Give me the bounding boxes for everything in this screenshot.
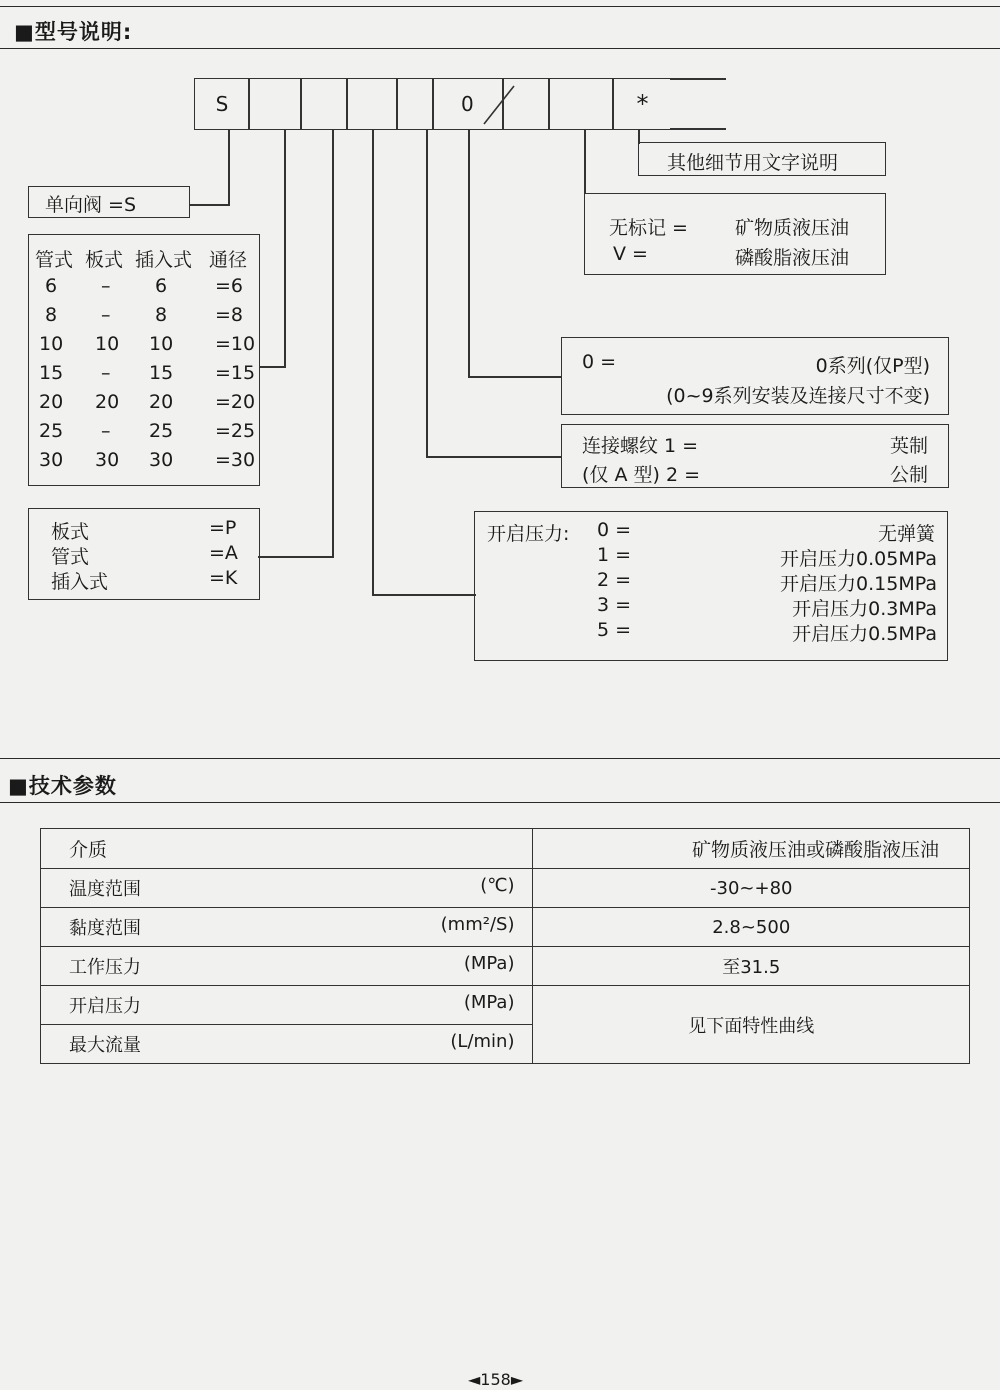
seal-none-value: 矿物质液压油 — [735, 217, 850, 239]
spec-label: 黏度范围 — [69, 918, 141, 939]
size-cell: =25 — [215, 420, 256, 442]
code-cell-crack — [346, 78, 398, 130]
thread-box — [561, 424, 949, 488]
size-cell: =8 — [215, 304, 244, 326]
seal-v-label: V = — [613, 243, 648, 265]
series-box — [561, 337, 949, 415]
size-header-bore: 通径 — [209, 249, 248, 271]
spec-label-cell — [41, 986, 533, 1025]
spec-label-cell — [41, 908, 533, 947]
spec-label-cell — [41, 947, 533, 986]
other-details-box — [638, 142, 886, 176]
series-label: 0 = — [582, 351, 617, 373]
spec-unit: (MPa) — [463, 992, 515, 1013]
spec-label-cell — [41, 1025, 533, 1064]
crack-code: 5 = — [597, 619, 632, 641]
size-cell: – — [101, 304, 111, 326]
crack-label: 开启压力: — [487, 523, 570, 545]
model-title-rule — [0, 48, 1000, 49]
seal-v-value: 磷酸脂液压油 — [735, 247, 850, 269]
size-cell: 20 — [149, 391, 174, 413]
size-cell: – — [101, 362, 111, 384]
size-cell: 8 — [155, 304, 168, 326]
crack-pressure-box — [474, 511, 948, 661]
mount-name: 管式 — [51, 546, 90, 568]
page-number: ◄158► — [468, 1370, 524, 1389]
size-cell: 10 — [95, 333, 120, 355]
crack-value: 开启压力0.15MPa — [780, 573, 937, 595]
top-rule — [0, 6, 1000, 7]
crack-code: 3 = — [597, 594, 632, 616]
seal-none-label: 无标记 = — [609, 217, 688, 239]
other-details-text: 其他细节用文字说明 — [667, 152, 839, 174]
spec-value: 至31.5 — [533, 947, 970, 986]
code-cell-thread — [396, 78, 434, 130]
spec-value-curve: 见下面特性曲线 — [533, 986, 970, 1064]
valve-type-text: 单向阀 =S — [45, 194, 137, 216]
code-cell-seal — [548, 78, 614, 130]
size-cell: 6 — [45, 275, 58, 297]
tech-title-rule — [0, 802, 1000, 803]
thread-row1-value: 英制 — [889, 435, 928, 457]
size-cell: 20 — [95, 391, 120, 413]
size-table-box — [28, 234, 260, 486]
table-row — [41, 986, 970, 1025]
code-cell-type: S — [194, 78, 250, 130]
thread-row2-value: 公制 — [889, 464, 928, 486]
code-cell-size — [300, 78, 348, 130]
spec-label: 开启压力 — [69, 996, 141, 1017]
size-cell: 25 — [149, 420, 174, 442]
valve-type-box — [28, 186, 190, 218]
spec-label: 温度范围 — [69, 879, 141, 900]
size-cell: 20 — [39, 391, 64, 413]
spec-unit: (℃) — [480, 875, 515, 896]
size-cell: =20 — [215, 391, 256, 413]
crack-value: 开启压力0.05MPa — [780, 548, 937, 570]
crack-code: 0 = — [597, 519, 632, 541]
size-cell: 10 — [149, 333, 174, 355]
size-header-pipe: 管式 — [35, 249, 74, 271]
size-cell: 6 — [155, 275, 168, 297]
size-cell: =10 — [215, 333, 256, 355]
spec-label: 最大流量 — [69, 1035, 141, 1056]
spec-unit: (MPa) — [463, 953, 515, 974]
size-cell: =15 — [215, 362, 256, 384]
mount-code: =K — [209, 567, 238, 589]
spec-unit: (mm²/S) — [440, 914, 515, 935]
crack-code: 2 = — [597, 569, 632, 591]
thread-row2-label: (仅 A 型) 2 = — [582, 464, 700, 486]
code-cell-mount — [248, 78, 302, 130]
crack-value: 开启压力0.3MPa — [792, 598, 937, 620]
size-cell: 25 — [39, 420, 64, 442]
spec-unit: (L/min) — [450, 1031, 515, 1052]
size-cell: 15 — [39, 362, 64, 384]
mount-name: 板式 — [51, 521, 90, 543]
crack-value: 开启压力0.5MPa — [792, 623, 937, 645]
crack-code: 1 = — [597, 544, 632, 566]
medium-value: 矿物质液压油或磷酸脂液压油 — [533, 829, 970, 869]
crack-value: 无弹簧 — [877, 523, 935, 545]
table-row — [41, 908, 970, 947]
slash-divider — [478, 82, 518, 128]
medium-label: 介质 — [41, 829, 533, 869]
size-cell: 30 — [149, 449, 174, 471]
spec-label-cell — [41, 869, 533, 908]
series-note: (0~9系列安装及连接尺寸不变) — [666, 385, 930, 407]
table-row — [41, 829, 970, 869]
code-cell-series: 0 — [432, 78, 504, 130]
series-value: 0系列(仅P型) — [815, 355, 930, 377]
size-header-insert: 插入式 — [135, 249, 193, 271]
code-row-top-extension — [670, 78, 726, 80]
spec-label: 工作压力 — [69, 957, 141, 978]
size-cell: – — [101, 420, 111, 442]
size-cell: – — [101, 275, 111, 297]
spec-value: 2.8~500 — [533, 908, 970, 947]
seal-box — [584, 193, 886, 275]
size-cell: 30 — [39, 449, 64, 471]
code-cell-other: * — [612, 78, 672, 130]
mount-code: =P — [209, 517, 237, 539]
model-section-title: ■型号说明: — [14, 20, 133, 44]
size-header-plate: 板式 — [85, 249, 124, 271]
code-row-bottom-extension — [670, 128, 726, 130]
size-cell: 10 — [39, 333, 64, 355]
mount-type-box — [28, 508, 260, 600]
table-row — [41, 947, 970, 986]
table-row — [41, 869, 970, 908]
size-cell: =6 — [215, 275, 244, 297]
tech-spec-table — [40, 828, 970, 1064]
tech-top-rule — [0, 758, 1000, 759]
size-cell: 30 — [95, 449, 120, 471]
size-cell: 15 — [149, 362, 174, 384]
spec-value: -30~+80 — [533, 869, 970, 908]
mount-code: =A — [209, 542, 238, 564]
mount-name: 插入式 — [51, 571, 109, 593]
size-cell: 8 — [45, 304, 58, 326]
tech-section-title: ■技术参数 — [8, 774, 117, 798]
thread-row1-label: 连接螺纹 1 = — [582, 435, 699, 457]
size-cell: =30 — [215, 449, 256, 471]
